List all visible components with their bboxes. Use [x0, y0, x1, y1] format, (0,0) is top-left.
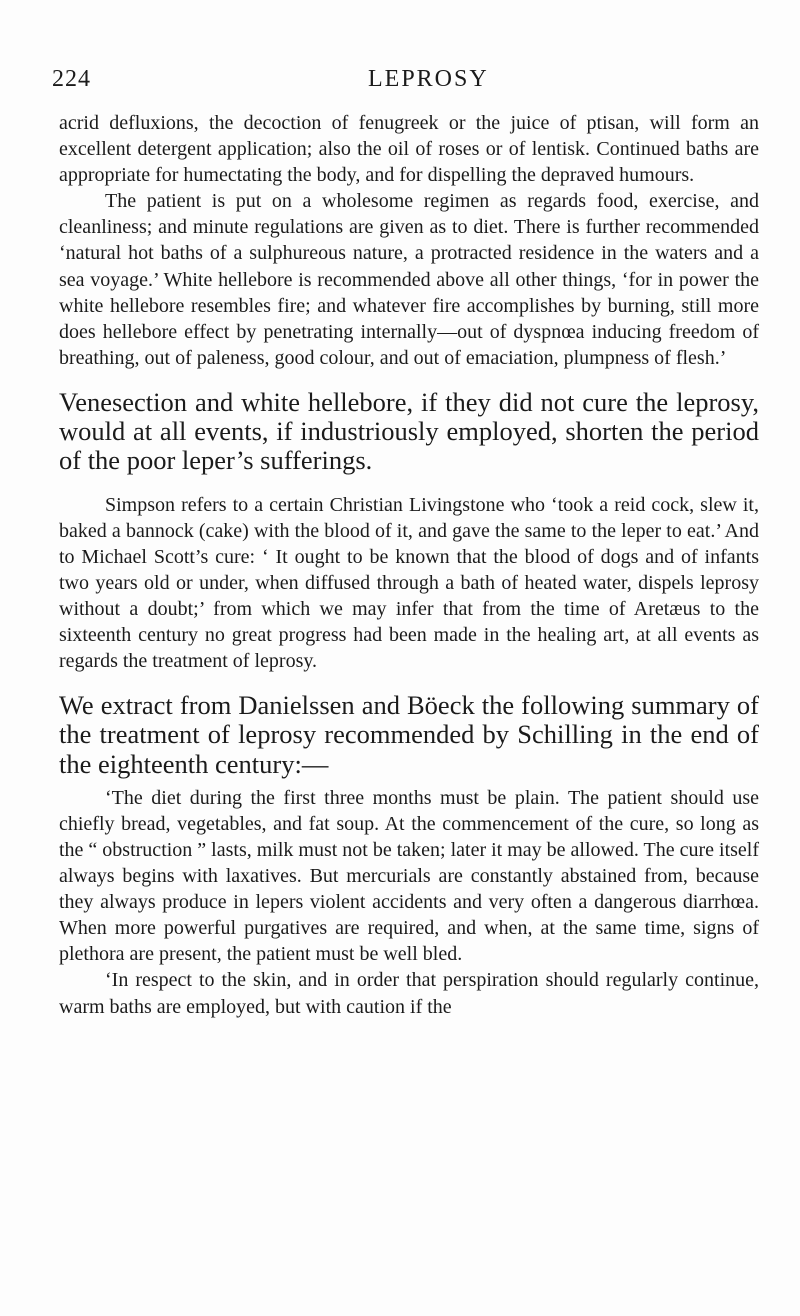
paragraph-7: ‘In respect to the skin, and in order that perspiration should regularly continue, warm baths are employed, but with caution if the	[59, 969, 759, 1018]
body-text-lower	[59, 785, 759, 1020]
paragraph-4: Simpson refers to a certain Christian Livingstone who ‘took a reid cock, slew it, baked a bannock (cake) with the blood of it, and gave the same to the leper to eat.’ And to Michael Scott’s cure: ‘ It ought to be known that the blood of dogs and of infants two years old or under, when diffused through a bath of heated water, dispels leprosy without a doubt;’ from which we may infer that from the time of Aretæus to the sixteenth century no great progress had been made in the healing art, at all events as regards the treatment of leprosy.	[59, 493, 759, 673]
paragraph-5-large: We extract from Danielssen and Böeck the following summary of the treatment of leprosy recommended by Schilling in the end of the eighteenth century:—	[59, 690, 759, 779]
paragraph-2: The patient is put on a wholesome regimen as regards food, exercise, and cleanliness; and minute regulations are given as to diet. There is further recommended ‘natural hot baths of a sulphureous nature, a protracted residence in the waters and a sea voyage.’ White hellebore is recommended above all other things, ‘for in power the white hellebore resembles fire; and whatever fire accomplishes by burning, still more does hellebore effect by penetrating internally—out of dyspnœa inducing freedom of breathing, out of paleness, good colour, and out of emaciation, plumpness of flesh.’	[59, 190, 759, 369]
running-title: LEPROSY	[368, 66, 489, 92]
page	[52, 66, 759, 1020]
page-number: 224	[52, 66, 91, 92]
paragraph-6: ‘The diet during the first three months must be plain. The patient should use chiefly bread, vegetables, and fat soup. At the commencement of the cure, so long as the “ obstruction ” lasts, milk must not be taken; later it may be allowed. The cure itself always begins with laxatives. But mercurials are constantly abstained from, because they always produce in lepers violent accidents and very often a dangerous diarrhœa. When more powerful purgatives are required, and when, at the same time, signs of plethora are present, the patient must be well bled.	[59, 786, 759, 966]
paragraph-1: acrid defluxions, the decoction of fenugreek or the juice of ptisan, will form an excellent detergent application; also the oil of roses or of lentisk. Continued baths are appropriate for humectating the body, and for dispelling the depraved humours.	[59, 112, 759, 187]
paragraph-3-large: Venesection and white hellebore, if they did not cure the leprosy, would at all events, if industriously employed, shorten the period of the poor leper’s sufferings.	[59, 386, 759, 476]
body-text-upper	[59, 110, 759, 371]
page-header	[52, 66, 759, 96]
body-text-middle	[59, 492, 759, 675]
